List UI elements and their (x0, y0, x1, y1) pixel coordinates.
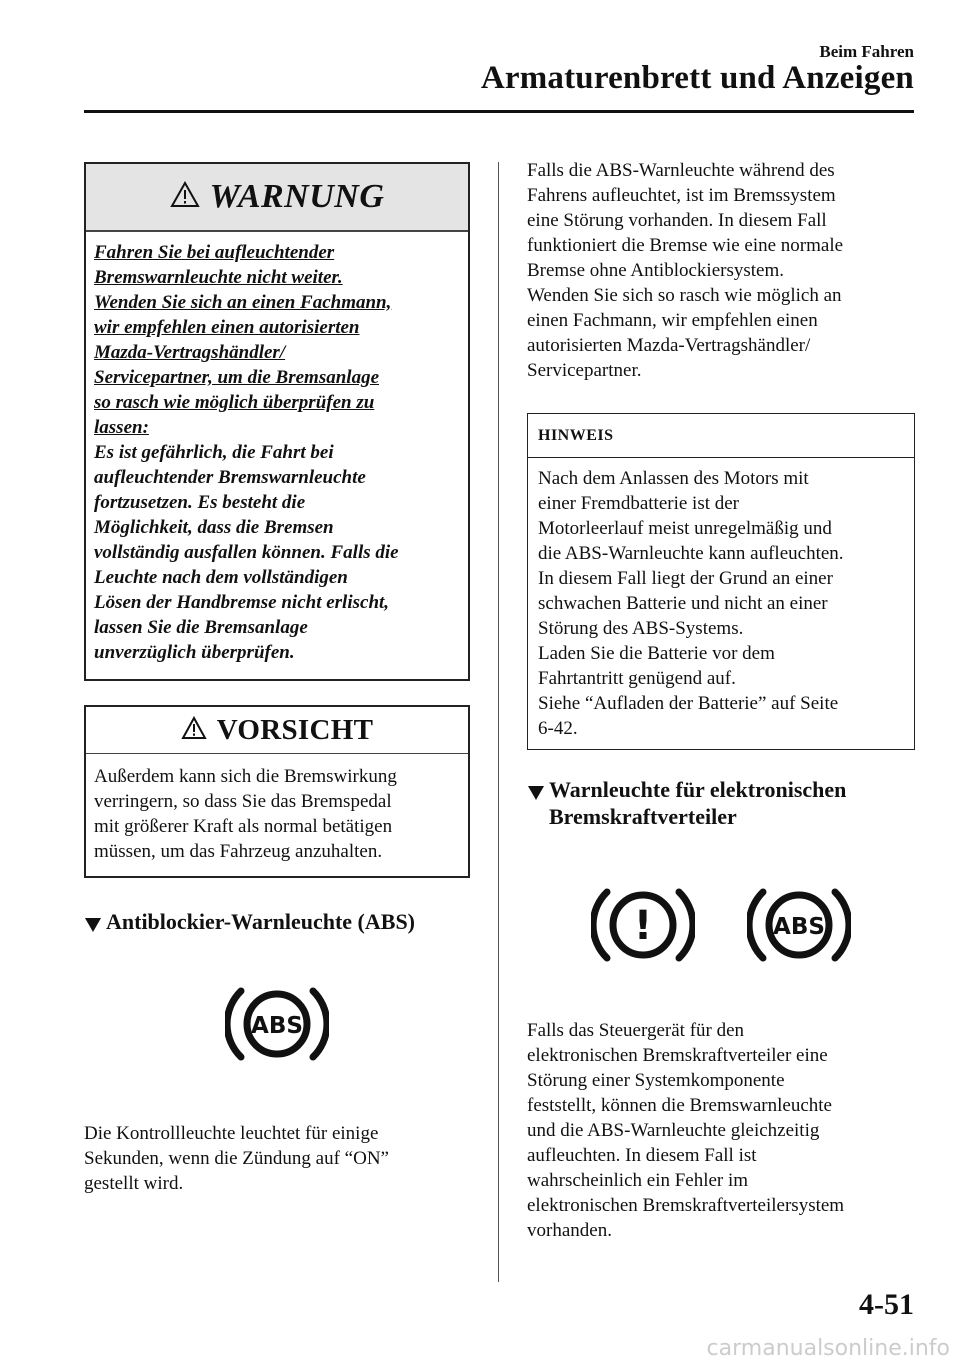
note-line: Laden Sie die Batterie vor dem (538, 643, 775, 664)
note-line: Motorleerlauf meist unregelmäßig und (538, 518, 832, 539)
abs-icon-text: ABS (251, 1013, 303, 1039)
warning-line: Lösen der Handbremse nicht erlischt, (94, 592, 390, 613)
ebd-line: elektronischen Bremskraftverteilersystem (527, 1195, 845, 1216)
brake-warning-light-icon (591, 884, 695, 966)
column-divider (498, 162, 499, 1282)
note-line: schwachen Batterie und nicht an einer (538, 593, 828, 614)
warning-line: aufleuchtender Bremswarnleuchte (94, 467, 366, 488)
abs-warning-light-icon (225, 983, 329, 1065)
ebd-line: feststellt, können die Bremswarnleuchte (527, 1095, 832, 1116)
abs-paragraph-line: funktioniert die Bremse wie eine normale (527, 235, 844, 256)
ebd-line: wahrscheinlich ein Fehler im (527, 1170, 749, 1191)
caution-text (86, 754, 468, 876)
ebd-description (527, 1018, 915, 1243)
section-marker-icon (527, 776, 549, 807)
warning-line: so rasch wie möglich überprüfen zu (94, 392, 375, 413)
abs-paragraph-line: eine Störung vorhanden. In diesem Fall (527, 210, 827, 231)
note-line: In diesem Fall liegt der Grund an einer (538, 568, 833, 589)
abs-icon-row (84, 983, 470, 1065)
ebd-section-heading (527, 776, 915, 830)
ebd-line: vorhanden. (527, 1220, 612, 1241)
abs-section-heading (84, 908, 470, 939)
brake-icon-text: ! (633, 903, 653, 949)
warning-line: lassen Sie die Bremsanlage (94, 617, 308, 638)
warning-line: Fahren Sie bei aufleuchtender (94, 242, 335, 263)
warning-line: Servicepartner, um die Bremsanlage (94, 367, 379, 388)
warning-line: Möglichkeit, dass die Bremsen (94, 517, 334, 538)
note-line: Fahrtantritt genügend auf. (538, 668, 736, 689)
abs-paragraph (527, 158, 915, 383)
warning-line: Mazda-Vertragshändler/ (94, 342, 286, 363)
warning-title: WARNUNG (209, 178, 385, 215)
abs-line: gestellt wird. (84, 1173, 184, 1194)
header-rule (84, 110, 914, 113)
ebd-line: aufleuchten. In diesem Fall ist (527, 1145, 757, 1166)
ebd-heading-line: Warnleuchte für elektronischen (549, 777, 847, 802)
note-box (527, 413, 915, 750)
abs-paragraph-line: einen Fachmann, wir empfehlen einen (527, 310, 818, 331)
section-marker-icon (84, 908, 106, 939)
abs-line: Die Kontrollleuchte leuchtet für einige (84, 1123, 379, 1144)
warning-line: vollständig ausfallen können. Falls die (94, 542, 399, 563)
abs-paragraph-line: Bremse ohne Antiblockiersystem. (527, 260, 784, 281)
warning-line: Wenden Sie sich an einen Fachmann, (94, 292, 392, 313)
abs-warning-light-icon (747, 884, 851, 966)
warning-line: Bremswarnleuchte nicht weiter. (94, 267, 343, 288)
abs-line: Sekunden, wenn die Zündung auf “ON” (84, 1148, 389, 1169)
abs-icon-text: ABS (773, 914, 825, 940)
warning-line: lassen: (94, 417, 149, 438)
watermark: carmanualsonline.info (706, 1336, 950, 1361)
ebd-icon-row (527, 884, 915, 966)
note-line: Nach dem Anlassen des Motors mit (538, 468, 809, 489)
warning-triangle-icon (170, 181, 200, 213)
caution-title: VORSICHT (216, 713, 374, 746)
warning-header (86, 164, 468, 232)
caution-line: Außerdem kann sich die Bremswirkung (94, 766, 397, 787)
caution-line: müssen, um das Fahrzeug anzuhalten. (94, 841, 383, 862)
right-column (527, 158, 915, 1243)
abs-paragraph-line: Servicepartner. (527, 360, 642, 381)
ebd-line: Störung einer Systemkomponente (527, 1070, 785, 1091)
caution-line: mit größerer Kraft als normal betätigen (94, 816, 393, 837)
left-column (84, 162, 470, 1196)
note-line: Störung des ABS-Systems. (538, 618, 744, 639)
warning-text (86, 232, 468, 679)
note-line: einer Fremdbatterie ist der (538, 493, 740, 514)
warning-line: Leuchte nach dem vollständigen (94, 567, 348, 588)
warning-line: wir empfehlen einen autorisierten (94, 317, 360, 338)
note-line: 6-42. (538, 718, 578, 739)
page-title: Armaturenbrett und Anzeigen (480, 60, 914, 96)
abs-paragraph-line: autorisierten Mazda-Vertragshändler/ (527, 335, 811, 356)
abs-heading-text: Antiblockier-Warnleuchte (ABS) (106, 909, 415, 934)
warning-box (84, 162, 470, 681)
page-number: 4-51 (859, 1288, 914, 1321)
ebd-line: und die ABS-Warnleuchte gleichzeitig (527, 1120, 820, 1141)
header-section-label: Beim Fahren (819, 42, 914, 61)
note-line: die ABS-Warnleuchte kann aufleuchten. (538, 543, 844, 564)
note-text (528, 458, 914, 749)
ebd-line: Falls das Steuergerät für den (527, 1020, 745, 1041)
caution-line: verringern, so dass Sie das Bremspedal (94, 791, 392, 812)
note-line: Siehe “Aufladen der Batterie” auf Seite (538, 693, 839, 714)
abs-paragraph-line: Wenden Sie sich so rasch wie möglich an (527, 285, 842, 306)
caution-header (86, 707, 468, 754)
abs-description (84, 1121, 470, 1196)
ebd-line: elektronischen Bremskraftverteiler eine (527, 1045, 828, 1066)
caution-triangle-icon (181, 716, 207, 745)
warning-line: Es ist gefährlich, die Fahrt bei (94, 442, 334, 463)
ebd-heading-text (549, 776, 846, 830)
caution-box (84, 705, 470, 878)
abs-paragraph-line: Fahrens aufleuchtet, ist im Bremssystem (527, 185, 836, 206)
warning-line: fortzusetzen. Es besteht die (94, 492, 306, 513)
abs-paragraph-line: Falls die ABS-Warnleuchte während des (527, 160, 835, 181)
ebd-heading-line: Bremskraftverteiler (549, 804, 737, 829)
warning-line: unverzüglich überprüfen. (94, 642, 295, 663)
note-title: HINWEIS (528, 414, 914, 458)
